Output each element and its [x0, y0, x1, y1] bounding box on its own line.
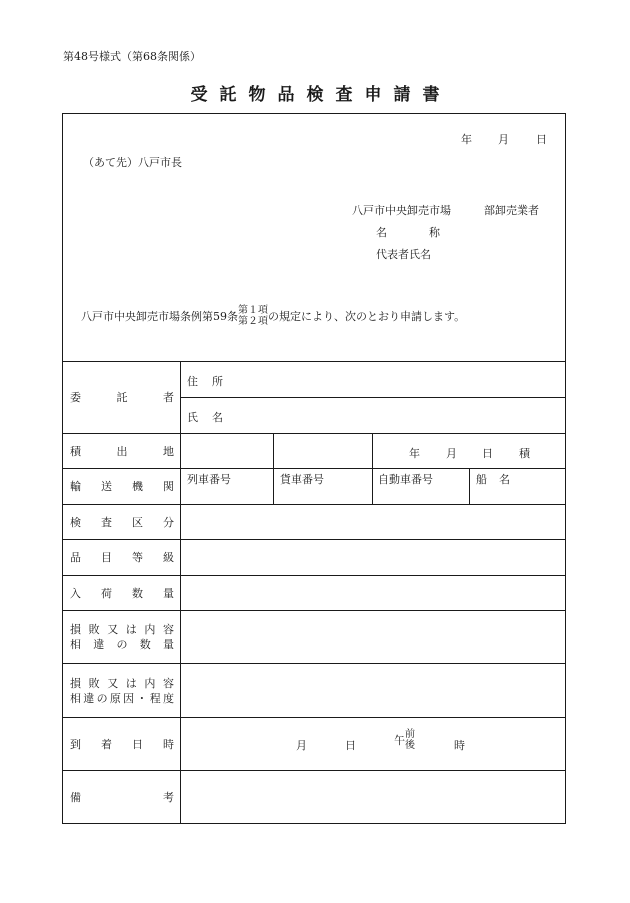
- arrival-ampm: [394, 729, 415, 751]
- page-title: 受託物品検査申請書: [190, 85, 452, 105]
- applicant-role: 部卸売業者: [484, 204, 539, 217]
- discrepancy-cause-line2: 相 違 の 原 因 ・ 程 度: [70, 692, 174, 705]
- discrepancy-cause-label: [70, 676, 174, 706]
- origin-month: 月: [446, 447, 457, 460]
- consignor-label: 委 託 者: [70, 391, 174, 404]
- addressee: （あて先）八戸市長: [83, 156, 182, 169]
- name-label: 名 称: [376, 226, 440, 239]
- inspection-type-label: 検 査 区 分: [70, 515, 174, 529]
- statement-item-1: 第１項: [238, 305, 268, 316]
- origin-day: 日: [482, 447, 493, 460]
- quantity-label: 入 荷 数 量: [70, 586, 174, 600]
- consignor-name-label: 氏 名: [187, 411, 223, 424]
- train-number-label: 列車番号: [187, 473, 231, 486]
- arrival-month: 月: [296, 739, 307, 752]
- discrepancy-cause-line1: 損 敗 又 は 内 容: [70, 677, 174, 690]
- arrival-label: 到 着 日 時: [70, 737, 174, 751]
- application-form: [62, 113, 566, 824]
- arrival-am: 前: [405, 729, 415, 740]
- ship-name-label: 船 名: [476, 473, 510, 486]
- origin-col-rule: [372, 433, 373, 504]
- date-day: 日: [536, 133, 547, 146]
- truck-number-label: 自動車番号: [378, 473, 433, 486]
- consignor-address-label: 住 所: [187, 375, 223, 388]
- origin-loading: 積: [519, 447, 530, 460]
- row-rule: [63, 663, 565, 664]
- discrepancy-quantity-line1: 損 敗 又 は 内 容: [70, 623, 174, 636]
- arrival-pm: 後: [405, 740, 415, 751]
- statement-item-2: 第２項: [238, 316, 268, 327]
- discrepancy-quantity-label: [70, 622, 174, 652]
- statement-items: [238, 305, 268, 327]
- form-number: 第48号様式（第68条関係）: [63, 50, 201, 63]
- statement-suffix: の規定により、次のとおり申請します。: [268, 310, 466, 323]
- remarks-label: 備 考: [70, 790, 174, 804]
- transport-col-rule: [469, 468, 470, 504]
- arrival-noon: 午: [394, 734, 405, 747]
- row-rule: [63, 610, 565, 611]
- arrival-hour: 時: [454, 739, 465, 752]
- consignor-divider: [180, 397, 565, 398]
- arrival-day: 日: [345, 739, 356, 752]
- applicant-market: 八戸市中央卸売市場: [352, 204, 451, 217]
- date-year: 年: [461, 133, 472, 146]
- label-column-rule: [180, 361, 181, 823]
- representative-label: 代表者氏名: [376, 248, 431, 261]
- grade-label: 品 目 等 級: [70, 551, 174, 564]
- discrepancy-quantity-line2: 相 違 の 数 量: [70, 638, 174, 651]
- freight-car-number-label: 貨車番号: [280, 473, 324, 486]
- origin-col-rule: [273, 433, 274, 504]
- statement-prefix: 八戸市中央卸売市場条例第59条: [81, 310, 238, 323]
- origin-year: 年: [409, 447, 420, 460]
- origin-label: 積 出 地: [70, 444, 174, 458]
- statement: [81, 305, 465, 327]
- arrival-ampm-stack: [405, 729, 415, 751]
- date-month: 月: [498, 133, 509, 146]
- transport-label: 輸 送 機 関: [70, 480, 174, 493]
